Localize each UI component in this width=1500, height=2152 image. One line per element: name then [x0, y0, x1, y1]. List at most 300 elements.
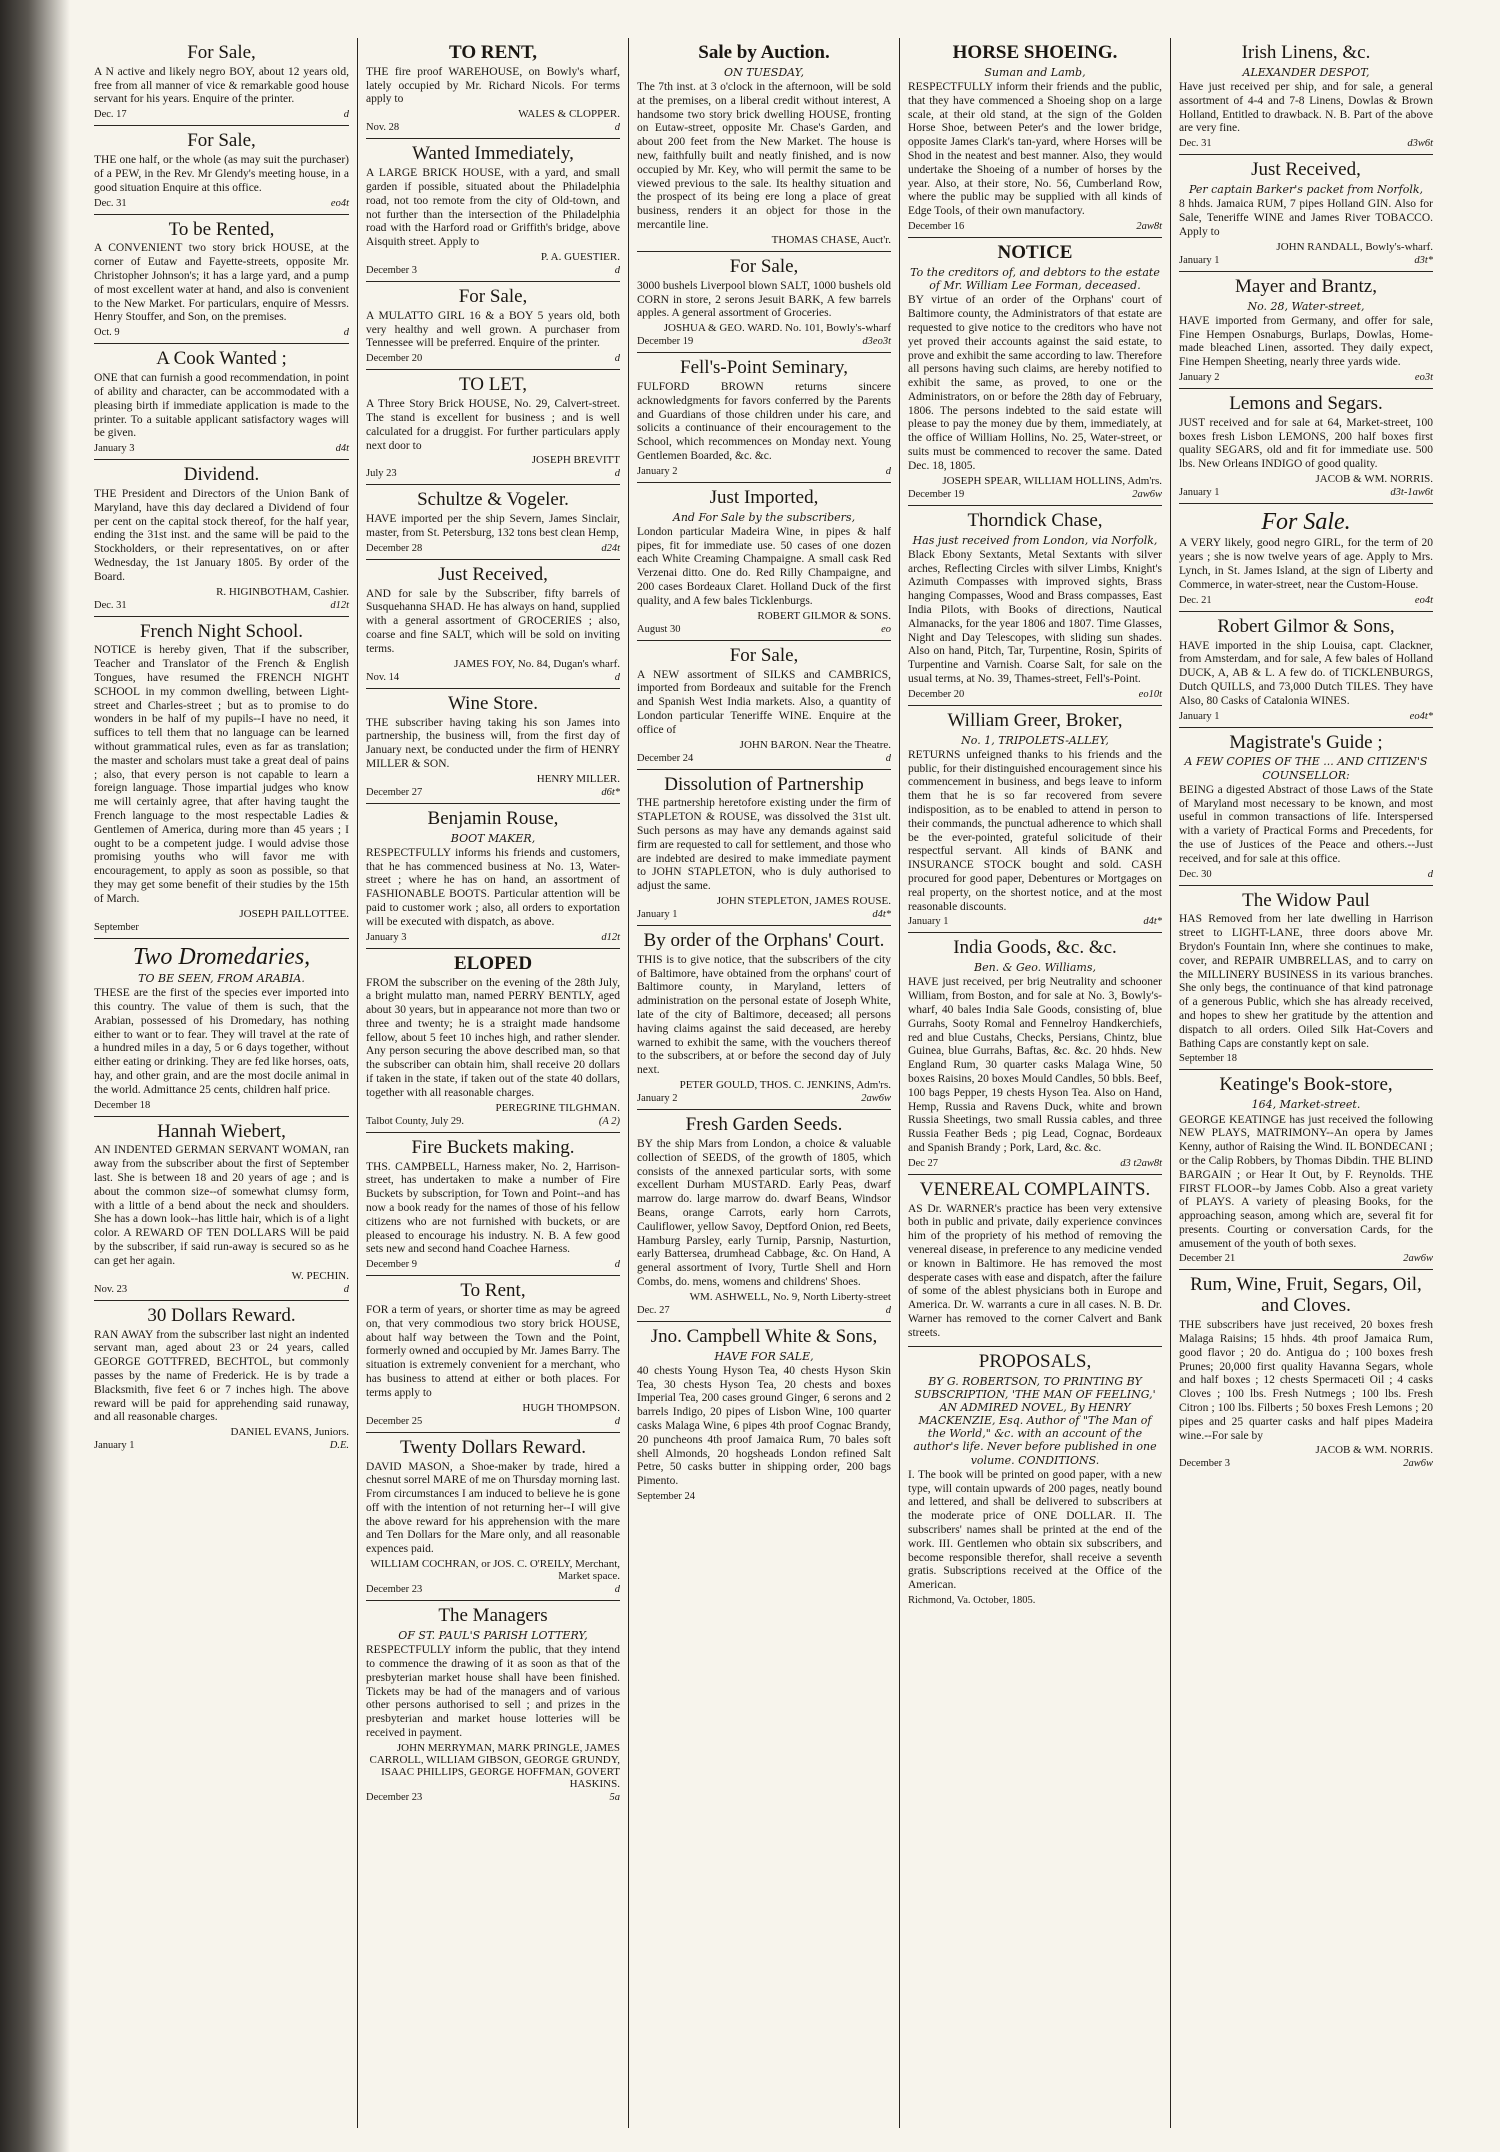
ad-insertion-mark: d12t: [330, 599, 349, 611]
ad-insertion-mark: d: [614, 353, 620, 365]
ad-insertion-mark: d3t-1aw6t: [1390, 487, 1433, 499]
ad-date: January 2: [1179, 372, 1220, 383]
ad-date: July 23: [366, 468, 397, 480]
ad-body-text: JUST received and for sale at 64, Market-street, 100 boxes fresh Lisbon LEMONS, 200 half boxes first quality SEGARS, old and fit for immediate use. 500 lbs. New Orleans INDIGO of good quality.: [1179, 416, 1433, 471]
ad-dateline: [637, 753, 891, 764]
ad-dateline: [1179, 869, 1433, 880]
advertisement: [366, 949, 620, 1133]
advertisement: [908, 933, 1162, 1174]
advertisement: [637, 483, 891, 641]
ad-dateline: [908, 221, 1162, 232]
advertisement: [94, 38, 349, 126]
ad-dateline: [1179, 487, 1433, 498]
ad-body-text: RESPECTFULLY inform their friends and the public, that they have commenced a Shoeing shop on a large scale, at their old stand, at the sign of the Golden Horse Shoe, between Peter's and the lower bridge, opposite James Clark's tan-yard, where Horses will be Shod in the neatest and best manner. Also, they would undertake the Shoeing of a number of horses by the year. Also, at their store, No. 56, Cumberland Row, where the public may be supplied with all kinds of Edge Tools, of their own manufactory.: [908, 81, 1162, 218]
ad-signature: JOSHUA & GEO. WARD. No. 101, Bowly's-wharf: [663, 322, 891, 335]
ad-body-text: THE subscriber having taking his son James into partnership, the business will, from the first day of January next, be conducted under the firm of HENRY MILLER & SON.: [366, 716, 620, 770]
ad-heading: Two Dromedaries,: [132, 943, 311, 970]
ad-body-text: THE partnership heretofore existing under the firm of STAPLETON & ROUSE, was dissolved the 31st ult. Such persons as may have any demands against said firm are requested to call for settlement, and those who are indebted are desired to make immediate payment to JOHN STAPLETON, who is duly authorised to adjust the same.: [637, 797, 891, 893]
ad-body-text: London particular Madeira Wine, in pipes & half pipes, fit for immediate use. 50 cases of one dozen each White Creaming Champaigne. A small cask Red Verzenai ditto. One do. Red Rilly Champaigne, and 200 cases Bordeaux Claret. Holland Duck of the first quality, and A few bales Ticklenburgs.: [637, 525, 891, 607]
advertisement: [637, 38, 891, 252]
ad-heading: To Rent,: [460, 1280, 526, 1302]
column-1: [86, 38, 357, 2128]
ad-heading: Thorndick Chase,: [967, 509, 1103, 531]
ad-date: Nov. 23: [94, 1283, 128, 1295]
ad-body-text: BY the ship Mars from London, a choice & valuable collection of SEEDS, of the growth of 1805, which consists of the annexed particular sorts, with some excellent Durham MUSTARD. Early Peas, dwarf marrow do. large marrow do. dwarf Beans, Windsor Beans, orange Carrots, early horn Carrots, Cauliflower, yellow Savoy, Deptford Onion, red Beets, Hamburg Parsley, early Turnip, Parsnip, Nasturtion, early Battersea, drumhead Cabbage, &c. On Hand, A general assortment of Ivory, Turtle Shell and Horn Combs, do. mens, womens and childrens' Shoes.: [637, 1137, 891, 1288]
ad-dateline: [908, 1595, 1162, 1606]
ad-signature: THOMAS CHASE, Auct'r.: [771, 233, 891, 246]
ad-heading: Irish Linens, &c.: [1241, 42, 1371, 63]
ad-date: January 1: [1179, 487, 1220, 499]
ad-signature: PETER GOULD, THOS. C. JENKINS, Adm'rs.: [679, 1079, 891, 1092]
advertisement: [94, 939, 349, 1117]
ad-heading: 30 Dollars Reward.: [147, 1304, 296, 1326]
ad-date: Oct. 9: [94, 327, 120, 339]
ad-insertion-mark: d: [885, 752, 891, 764]
ad-date: January 3: [94, 443, 135, 455]
ad-subheading: No. 28, Water-street,: [1247, 299, 1365, 313]
ad-dateline: [1179, 372, 1433, 383]
ad-insertion-mark: D.E.: [329, 1440, 349, 1452]
ad-heading: For Sale,: [187, 42, 256, 63]
ad-dateline: [1179, 255, 1433, 266]
ad-insertion-mark: d: [614, 468, 620, 480]
ad-dateline: [366, 1259, 620, 1270]
ad-insertion-mark: d3t*: [1414, 254, 1433, 266]
ad-heading: ELOPED: [453, 952, 533, 974]
ad-dateline: [366, 1792, 620, 1803]
ad-dateline: [94, 443, 349, 454]
ad-body-text: THE President and Directors of the Union Bank of Maryland, have this day declared a Dividend of four per cent on the capital stock thereof, for the half year, ending the 31st inst. and the same will be paid to the Stockholders, or their representatives, on or after Wednesday, the 1st January 1805. By order of the Board.: [94, 488, 349, 583]
ad-dateline: [366, 1416, 620, 1427]
ad-insertion-mark: eo4t*: [1409, 710, 1433, 722]
ad-dateline: [1179, 1253, 1433, 1264]
ad-insertion-mark: d24t: [601, 542, 620, 554]
ad-insertion-mark: d3 t2aw8t: [1120, 1157, 1162, 1169]
ad-body-text: DAVID MASON, a Shoe-maker by trade, hired a chesnut sorrel MARE of me on Thursday morning last. From circumstances I am induced to believe he is gone off with the intention of not returning her--I will give the above reward for his apprehension with the mare and Ten Dollars for the Mare only, and all reasonable expences paid.: [366, 1460, 620, 1556]
ad-dateline: [1179, 595, 1433, 606]
ad-subheading: To the creditors of, and debtors to the estate of Mr. William Lee Forman, deceased.: [910, 265, 1160, 293]
ad-insertion-mark: d4t: [335, 443, 349, 455]
ad-heading: VENEREAL COMPLAINTS.: [919, 1178, 1151, 1200]
ad-dateline: [1179, 138, 1433, 149]
ad-date: December 21: [1179, 1253, 1236, 1265]
ad-body-text: Black Ebony Sextants, Metal Sextants with silver arches, Reflecting Circles with silver Limbs, Knight's Azimuth Compasses with improved sights, Brass hanging Compasses, Wood and Brass compasses, East India Pilots, with Books of directions, Nautical Almanacks, for the year 1806 and 1807. Time Glasses, Night and Day Telescopes, with sliding sun shades. Also on hand, Pitch, Tar, Turpentine, Rosin, Spirits of Turpentine and Varnish. Coarse Salt, for sale on the usual terms, at No. 39, Thames-street, Fell's-Point.: [908, 548, 1162, 685]
ad-heading: Just Received,: [1251, 159, 1361, 181]
column-5: [1170, 38, 1441, 2128]
ad-dateline: [94, 1440, 349, 1451]
ad-insertion-mark: 5a: [609, 1791, 620, 1803]
advertisement: [637, 926, 891, 1110]
ad-insertion-mark: d: [1427, 868, 1433, 880]
advertisement: [1179, 1270, 1433, 1474]
ad-date: January 2: [637, 465, 678, 477]
ad-signature: JOHN STEPLETON, JAMES ROUSE.: [716, 895, 891, 907]
ad-heading: Benjamin Rouse,: [427, 807, 559, 829]
ad-dateline: [908, 489, 1162, 500]
ad-heading: Lemons and Segars.: [1229, 393, 1383, 414]
ad-dateline: [637, 336, 891, 347]
ad-heading: PROPOSALS,: [978, 1350, 1092, 1372]
advertisement: [366, 560, 620, 689]
ad-date: December 19: [908, 488, 965, 500]
ad-insertion-mark: (A 2): [598, 1115, 620, 1127]
ad-date: December 25: [366, 1415, 423, 1427]
advertisement: [1179, 728, 1433, 886]
ad-insertion-mark: eo10t: [1138, 688, 1162, 700]
ad-dateline: [94, 327, 349, 338]
ad-insertion-mark: d3eo3t: [862, 336, 891, 348]
ad-signature: R. HIGINBOTHAM, Cashier.: [216, 585, 349, 598]
ad-body-text: 8 hhds. Jamaica RUM, 7 pipes Holland GIN. Also for Sale, Teneriffe WINE and James River TOBACCO. Apply to: [1179, 198, 1433, 238]
ad-subheading: 164, Market-street.: [1251, 1098, 1361, 1112]
ad-heading: Fresh Garden Seeds.: [685, 1114, 843, 1136]
ad-signature: PEREGRINE TILGHMAN.: [495, 1101, 620, 1114]
ad-insertion-mark: d4t*: [872, 909, 891, 920]
ad-dateline: [1179, 1458, 1433, 1469]
ad-signature: HENRY MILLER.: [536, 772, 620, 785]
ad-heading: India Goods, &c. &c.: [953, 937, 1117, 959]
advertisement: [94, 617, 349, 939]
advertisement: [366, 370, 620, 485]
ad-dateline: [637, 624, 891, 635]
advertisement: [637, 1322, 891, 1507]
ad-heading: Mayer and Brantz,: [1235, 275, 1377, 297]
advertisement: [637, 1110, 891, 1322]
ad-heading: NOTICE: [997, 242, 1073, 264]
ad-dateline: [908, 1158, 1162, 1169]
ad-body-text: RESPECTFULLY informs his friends and customers, that he has commenced business at No. 13, Water-street ; where he has on hand, an assortment of FASHIONABLE BOOTS. Particular attention will be paid to customer work ; also, all orders to exportation will be executed with dispatch, as above.: [366, 846, 620, 928]
advertisement: [1179, 272, 1433, 389]
ad-body-text: AS Dr. WARNER's practice has been very extensive both in public and private, daily experience convinces him of the propriety of his method of removing the venereal disease, in preference to any medicine vended or known in Baltimore. He has removed the most desperate cases with ease and dispatch, after the failure of some of the ablest physicians both in Europe and America. Dr. W. warrants a cure in all cases. N. B. Dr. Warner has removed to the corner Calvert and Bank streets.: [908, 1202, 1162, 1339]
ad-heading: For Sale,: [187, 130, 256, 152]
ad-body-text: A N active and likely negro BOY, about 12 years old, free from all manner of vice & remarkable good house servant for his years. Enquire of the printer.: [94, 65, 349, 106]
ad-subheading: And For Sale by the subscribers,: [672, 510, 856, 524]
ad-dateline: [637, 466, 891, 477]
ad-signature: JOSEPH BREVITT: [531, 454, 620, 467]
ad-body-text: FULFORD BROWN returns sincere acknowledgments for favors conferred by the Parents and Guardians of those children under his care, and solicits a continuance of their encouragement to the School, which recommences on Monday next. Young Gentlemen Boarded, &c. &c.: [637, 381, 891, 462]
ad-heading: Schultze & Vogeler.: [417, 489, 569, 511]
advertisement: [366, 1433, 620, 1601]
ad-date: December 27: [366, 786, 423, 798]
ad-date: December 28: [366, 542, 423, 554]
advertisement: [908, 238, 1162, 506]
ad-heading: Sale by Auction.: [698, 42, 830, 63]
advertisement: [366, 804, 620, 949]
ad-dateline: [366, 1116, 620, 1127]
ad-heading: Keatinge's Book-store,: [1219, 1074, 1393, 1096]
ad-insertion-mark: eo4t: [330, 197, 349, 209]
ad-signature: P. A. GUESTIER.: [540, 250, 620, 263]
ad-body-text: HAVE just received, per brig Neutrality and schooner William, from Boston, and for sale at No. 3, Bowly's-wharf, 40 bales India Sale Goods, consisting of, blue Gurrahs, Sooty Romal and Fennelroy Handkerchiefs, red and blue Custahs, Checks, Persians, Chintz, blue Guinea, blue Gurrahs, Baftas, &c. &c. 20 hhds. New England Rum, 30 quarter casks Malaga Wine, 50 boxes Raisins, 20 boxes Mould Candles, 50 bbls. Beef, 100 bags Pepper, 19 chests Hyson Tea. Also on Hand, Hemp, Russia and Ravens Duck, white and brown Russia Sheetings, two small Russia cables, and three Russia Feather Beds ; pig Lead, Cognac, Bordeaux and Spanish Brandy ; Pork, Lard, &c. &c.: [908, 976, 1162, 1154]
ad-insertion-mark: d4t*: [1143, 916, 1162, 928]
ad-body-text: BEING a digested Abstract of those Laws of the State of Maryland most necessary to be known, and most useful in common transactions of life. Interspersed with a variety of Practical Forms and Precedents, for the use of Justices of the Peace and others.--Just received, and for sale at this office.: [1179, 783, 1433, 865]
ad-date: September 18: [1179, 1053, 1238, 1065]
advertisement: [1179, 504, 1433, 612]
ad-subheading: A FEW COPIES OF THE ... AND CITIZEN'S COUNSELLOR:: [1184, 755, 1428, 782]
ad-signature: JACOB & WM. NORRIS.: [1315, 473, 1433, 486]
ad-body-text: I. The book will be printed on good paper, with a new type, will contain upwards of 200 pages, neatly bound and lettered, and shall be delivered to subscribers at the moderate price of ONE DOLLAR. II. The subscribers' names shall be printed at the end of the work. III. Gentlemen who obtain six subscribers, and become responsible therefor, shall receive a seventh gratis. Subscriptions received at the Office of the American.: [908, 1468, 1162, 1592]
ad-subheading: OF ST. PAUL'S PARISH LOTTERY,: [398, 1628, 588, 1642]
ad-signature: W. PECHIN.: [291, 1269, 349, 1282]
ad-dateline: [366, 1584, 620, 1595]
ad-body-text: THIS is to give notice, that the subscribers of the city of Baltimore, have obtained from the orphans' court of Baltimore county, in Maryland, letters of administration on the personal estate of Joseph White, late of the city of Baltimore, deceased; all persons having claims against the said deceased, are hereby warned to exhibit the same, with the vouchers thereof to the subscribers, at or before the second day of July next.: [637, 953, 891, 1077]
ad-body-text: FROM the subscriber on the evening of the 28th July, a bright mulatto man, named PERRY BENTLY, aged about 30 years, but in appearance not more than two or three and twenty; he is a straight made handsome fellow, about 5 feet 10 inches high, and rather slender. Any person securing the above described man, so that the subscriber can obtain him, shall receive 20 dollars if taken in the state, if taken out of the state 40 dollars, together with all reasonable charges.: [366, 976, 620, 1099]
advertisement: [94, 126, 349, 214]
ad-body-text: RAN AWAY from the subscriber last night an indented servant man, aged about 23 or 24 years, called GEORGE GOTTFRED, BECHTOL, but commonly passes by the name of Frederick. He is by trade a Blacksmith, five feet 6 or 7 inches high. The above reward will be paid for apprehending said runaway, and all reasonable charges.: [94, 1328, 349, 1424]
ad-date: Dec. 31: [1179, 138, 1212, 150]
ad-signature: JAMES FOY, No. 84, Dugan's wharf.: [454, 657, 620, 670]
ad-heading: Dividend.: [183, 464, 260, 486]
ad-heading: Wanted Immediately,: [412, 143, 574, 165]
ad-heading: Hannah Wiebert,: [157, 1120, 286, 1142]
ad-signature: JOSEPH SPEAR, WILLIAM HOLLINS, Adm'rs.: [942, 474, 1162, 487]
ad-heading: William Greer, Broker,: [947, 709, 1123, 731]
advertisement: [637, 353, 891, 483]
ad-insertion-mark: d3w6t: [1407, 138, 1433, 150]
ad-insertion-mark: d: [614, 122, 620, 134]
ad-date: January 3: [366, 931, 407, 943]
advertisement: [908, 1347, 1162, 1611]
ad-subheading: Has just received from London, via Norfolk,: [912, 533, 1158, 547]
advertisement: [366, 139, 620, 282]
ad-dateline: [94, 600, 349, 611]
advertisement: [908, 706, 1162, 934]
ad-subheading: Suman and Lamb,: [984, 65, 1086, 79]
ad-heading: Wine Store.: [448, 692, 538, 714]
ad-signature: JOHN MERRYMAN, MARK PRINGLE, JAMES CARROLL, WILLIAM GIBSON, GEORGE GRUNDY, ISAAC PHILLIPS, GEORGE HOFFMAN, GOVERT HASKINS.: [369, 1741, 620, 1790]
ad-date: December 18: [94, 1099, 151, 1111]
advertisement: [908, 1175, 1162, 1347]
ad-date: December 3: [366, 264, 418, 276]
advertisement: [94, 1117, 349, 1301]
ad-date: January 1: [1179, 254, 1220, 266]
ad-body-text: A Three Story Brick HOUSE, No. 29, Calvert-street. The stand is excellent for business ; and is well calculated for a druggist. For further particulars apply next door to: [366, 398, 620, 452]
ad-dateline: [637, 1305, 891, 1316]
advertisement: [1179, 155, 1433, 271]
ad-date: December 20: [366, 353, 423, 365]
ad-dateline: [94, 1100, 349, 1111]
ad-signature: ROBERT GILMOR & SONS.: [757, 609, 891, 622]
ad-heading: For Sale,: [729, 644, 799, 666]
ad-insertion-mark: d: [343, 1283, 349, 1295]
ad-insertion-mark: d6t*: [601, 786, 620, 798]
ad-heading: Just Received,: [438, 563, 548, 585]
ad-heading: To be Rented,: [168, 218, 275, 240]
ad-insertion-mark: d: [343, 109, 349, 121]
ad-heading: The Managers: [438, 1605, 548, 1627]
advertisement: [94, 1301, 349, 1456]
ad-body-text: HAVE imported from Germany, and offer for sale, Fine Hempen Osnaburgs, Burlaps, Dowlas, Home-made bleached Linen, assorted. They daily expect, Fine Hempen Sheeting, nearly three yards wide.: [1179, 314, 1433, 369]
ad-date: Dec. 17: [94, 109, 127, 121]
advertisement: [366, 282, 620, 370]
advertisement: [1179, 886, 1433, 1071]
ad-subheading: ON TUESDAY,: [724, 65, 804, 79]
ad-body-text: RETURNS unfeigned thanks to his friends and the public, for their distinguished encouragement since his commencement in business, and begs leave to inform them that he is so far recovered from severe indisposition, as to be enabled to attend in person to their commands, the punctual adherence to which shall be the ever-pointed, grateful solicitude of their respectful servant. All kinds of BANK and INSURANCE STOCK bought and sold. CASH procured for good paper, Debentures or Mortgages on real property, on the shortest notice, and at the most reasonable discounts.: [908, 748, 1162, 913]
advertisement: [637, 770, 891, 926]
ad-heading: Jno. Campbell White & Sons,: [650, 1325, 878, 1347]
advertisement: [1179, 1070, 1433, 1270]
advertisement: [366, 689, 620, 804]
ad-insertion-mark: d: [614, 264, 620, 276]
ad-date: Dec. 27: [637, 1304, 670, 1316]
ad-body-text: HAVE imported in the ship Louisa, capt. Clackner, from Amsterdam, and for sale, A few bales of Holland DUCK, A, AB & L. A few do. of TICKLENBURGS, Dutch QUILLS, and 73,000 Dutch TILES. They have Also, 80 Casks of Catalonia WINES.: [1179, 639, 1433, 707]
advertisement: [94, 460, 349, 616]
ad-date: September 24: [637, 1490, 696, 1502]
ad-heading: TO LET,: [459, 374, 527, 396]
ad-heading: Fell's-Point Seminary,: [680, 357, 848, 379]
ad-insertion-mark: d: [614, 1584, 620, 1596]
ad-insertion-mark: 2aw6w: [1132, 488, 1162, 500]
page-edge-shadow: [0, 0, 70, 2152]
ad-date: January 1: [908, 916, 949, 928]
ad-date: December 19: [637, 336, 694, 348]
ad-dateline: [94, 1284, 349, 1295]
ad-body-text: GEORGE KEATINGE has just received the following NEW PLAYS, MATRIMONY--An opera by James Kenny, author of Raising the Wind. IL BONDECANI ; or the Calip Robbers, by Thomas Dibdin. THE BLIND BARGAIN ; or Hear It Out, by F. Reynolds. THE FIRST FLOOR--by James Cobb. Also a great variety of PLAYS. A variety of pleasing Books, for the approaching season, among which are, several fit for presents. Courting or conversation Cards, for the amusement of the youth of both sexes.: [1179, 1113, 1433, 1250]
advertisement: [366, 38, 620, 139]
ad-body-text: 40 chests Young Hyson Tea, 40 chests Hyson Skin Tea, 30 chests Hyson Tea, 20 chests and boxes Imperial Tea, 200 cases ground Ginger, 6 serons and 2 barrels Indigo, 20 pipes of Lisbon Wine, 100 quarter casks Malaga Wine, 6 pipes 4th proof Cognac Brandy, 20 puncheons 4th proof Jamaica Rum, 70 bales soft shell Almonds, 20 hogsheads London refined Salt Petre, 50 casks butter in shipping order, 200 bags Pimento.: [637, 1364, 891, 1488]
ad-subheading: HAVE FOR SALE,: [714, 1349, 814, 1363]
ad-insertion-mark: d: [614, 671, 620, 683]
ad-date: December 24: [637, 752, 694, 764]
ad-dateline: [366, 122, 620, 133]
ad-dateline: [366, 543, 620, 554]
advertisement: [908, 506, 1162, 706]
ad-insertion-mark: 2aw6w: [1403, 1458, 1433, 1470]
ad-insertion-mark: eo3t: [1414, 372, 1433, 383]
ad-dateline: [908, 916, 1162, 927]
ad-body-text: A CONVENIENT two story brick HOUSE, at the corner of Eutaw and Fayette-streets, opposite Mr. Christopher Johnson's; it has a large yard, and a pump of most excellent water at hand, and also is convenient to the New Market. For particulars, enquire of Messrs. Henry Stouffer, and Son, on the premises.: [94, 242, 349, 324]
ad-signature: WM. ASHWELL, No. 9, North Liberty-street: [689, 1290, 891, 1303]
ad-heading: Rum, Wine, Fruit, Segars, Oil, and Cloves.: [1190, 1274, 1422, 1317]
ad-dateline: [366, 265, 620, 276]
ad-dateline: [366, 468, 620, 479]
ad-subheading: TO BE SEEN, FROM ARABIA.: [138, 972, 305, 985]
ad-insertion-mark: d: [885, 1304, 891, 1316]
ad-date: January 1: [637, 909, 678, 920]
ad-date: Dec. 31: [94, 197, 127, 209]
ad-heading: Robert Gilmor & Sons,: [1217, 615, 1395, 637]
ad-body-text: AND for sale by the Subscriber, fifty barrels of Susquehanna SHAD. He has always on hand, supplied with a general assortment of GROCERIES ; also, coarse and fine SALT, which will be sold on inviting terms.: [366, 587, 620, 655]
ad-body-text: HAS Removed from her late dwelling in Harrison street to LIGHT-LANE, three doors above Mr. Brydon's Fountain Inn, where she continues to make, cover, and REPAIR UMBRELLAS, and to carry on the MILLINERY BUSINESS in its various branches. She only begs, the continuance of that kind patronage of a generous Public, which she has already received, and hopes to shew her gratitude by the attention and dispatch to all orders. Oiled Silk Hat-Covers and Bathing Caps are constantly kept on sale.: [1179, 913, 1433, 1050]
ad-body-text: ONE that can furnish a good recommendation, in point of ability and character, can be accommodated with a pleasing birth if immediate application is made to the printer. To a suitable applicant satisfactory wages will be given.: [94, 372, 349, 440]
ad-insertion-mark: d: [614, 1259, 620, 1271]
advertisement: [1179, 389, 1433, 504]
ad-signature: JOHN BARON. Near the Theatre.: [739, 738, 891, 751]
ad-dateline: [94, 198, 349, 209]
ad-insertion-mark: d: [614, 1415, 620, 1427]
ad-heading: By order of the Orphans' Court.: [643, 930, 885, 951]
ad-date: December 20: [908, 688, 965, 700]
ad-heading: A Cook Wanted ;: [156, 348, 287, 370]
ad-date: December 3: [1179, 1458, 1231, 1470]
ad-dateline: [637, 1093, 891, 1104]
ad-date: January 2: [637, 1093, 678, 1105]
ad-signature: JOSEPH PAILLOTTEE.: [239, 907, 349, 920]
ad-date: Nov. 14: [366, 671, 400, 683]
ad-heading: Just Imported,: [709, 486, 819, 508]
ad-date: Dec. 21: [1179, 594, 1212, 606]
ad-date: December 23: [366, 1584, 423, 1596]
ad-date: January 1: [1179, 710, 1220, 722]
ad-dateline: [1179, 711, 1433, 722]
ad-insertion-mark: 2aw6w: [861, 1093, 891, 1105]
ad-body-text: Have just received per ship, and for sale, a general assortment of 4-4 and 7-8 Linens, Dowlas & Brown Holland, Entitled to drawback. N. B. Part of the above are very fine.: [1179, 81, 1433, 135]
ad-dateline: [1179, 1053, 1433, 1064]
advertisement: [1179, 612, 1433, 728]
ad-heading: The Widow Paul: [1242, 889, 1370, 911]
ad-insertion-mark: d: [343, 327, 349, 339]
ad-date: December 9: [366, 1259, 418, 1271]
ad-body-text: AN INDENTED GERMAN SERVANT WOMAN, ran away from the subscriber about the first of September last. She is between 18 and 20 years of age ; and is about the common size--of somewhat clumsy form, with a little of a bend about the neck and shoulders. She has a down look--has little hair, which is of a light color. A REWARD OF TEN DOLLARS Will be paid by the subscriber, if said run-away is secured so as he can get her again.: [94, 1144, 349, 1267]
ad-insertion-mark: d: [885, 465, 891, 477]
ad-dateline: [366, 672, 620, 683]
ad-body-text: The 7th inst. at 3 o'clock in the afternoon, will be sold at the premises, on a liberal credit without interest, A handsome two story brick dwelling HOUSE, fronting on Eutaw-street, opposite Mr. Chase's Garden, and about 200 feet from the New Market. The house is new, faithfully built and neatly finished, and is now occupied by Mr. Key, who will permit the same to be viewed previous to the sale. Its healthy situation and the prospect of its being ere long a place of great business, renders it an object for those in the mercantile line.: [637, 81, 891, 232]
ad-body-text: THS. CAMPBELL, Harness maker, No. 2, Harrison-street, has undertaken to make a number of Fire Buckets by subscription, for Town and Point--and has now a book ready for the names of those of his fellow citizens who are not furnished with buckets, or are pleased to encourage his industry. N. B. A few good sets new and second hand Coachee Harness.: [366, 1160, 620, 1256]
ad-body-text: RESPECTFULLY inform the public, that they intend to commence the drawing of it as soon as that of the presbyterian market house shall have been finished. Tickets may be had of the managers and of various other persons authorised to sell ; and prizes in the presbyterian and market house lotteries will be received in payment.: [366, 1644, 620, 1739]
column-4: [899, 38, 1170, 2128]
column-2: [357, 38, 628, 2128]
ad-insertion-mark: eo4t: [1414, 594, 1433, 606]
ad-body-text: FOR a term of years, or shorter time as may be agreed on, that very commodious two story brick HOUSE, about half way between the Town and the Point, formerly owned and occupied by Mr. James Barry. The situation is extremely convenient for a merchant, who has business to attend at either or both places. For terms apply to: [366, 1304, 620, 1399]
advertisement: [366, 1133, 620, 1276]
ad-heading: TO RENT,: [449, 42, 537, 63]
ad-insertion-mark: 2aw6w: [1403, 1253, 1433, 1265]
ad-date: December 16: [908, 221, 965, 233]
ad-date: December 23: [366, 1791, 423, 1803]
ad-heading: French Night School.: [139, 620, 304, 642]
ad-date: August 30: [637, 623, 681, 635]
ad-signature: JOHN RANDALL, Bowly's-wharf.: [1276, 240, 1433, 253]
ad-insertion-mark: eo: [881, 623, 891, 635]
ad-signature: HUGH THOMPSON.: [522, 1401, 620, 1414]
advertisement: [366, 1276, 620, 1432]
ad-heading: For Sale,: [458, 285, 528, 307]
ad-heading: Twenty Dollars Reward.: [400, 1436, 586, 1458]
ad-date: September: [94, 921, 139, 933]
ad-signature: WILLIAM COCHRAN, or JOS. C. O'REILY, Merchant, Market space.: [370, 1558, 620, 1583]
ad-subheading: BY G. ROBERTSON, TO PRINTING BY SUBSCRIPTION, 'THE MAN OF FEELING,' AN ADMIRED NOVEL, By HENRY MACKENZIE, Esq. Author of "The Man of the World," &c. with an account of the author's life. Never before published in one volume. CONDITIONS.: [913, 1374, 1157, 1467]
advertisement: [94, 215, 349, 345]
ad-insertion-mark: d12t: [601, 931, 620, 943]
ad-subheading: No. 1, TRIPOLETS-ALLEY,: [961, 733, 1109, 747]
ad-heading: Magistrate's Guide ;: [1229, 731, 1383, 753]
ad-subheading: BOOT MAKER,: [450, 831, 536, 845]
ad-dateline: [366, 353, 620, 364]
ad-body-text: BY virtue of an order of the Orphans' court of Baltimore county, the Administrators of that estate are requested to give notice to the creditors who have not yet proved their accounts against the said estate, to prove and exhibit the same according to law. Therefore all persons having such claims, are hereby notified to exhibit the same, as proved, to one or the Administrators, on or before the 28th day of February, 1806. The persons indebted to the said estate will please to pay the money due by them, immediately, at the office of William Hollins, No. 25, Water-street, or suits must be commenced to recover the same. Dated Dec. 18, 1805.: [908, 294, 1162, 472]
ad-body-text: HAVE imported per the ship Severn, James Sinclair, master, from St. Petersburg, 132 tons best clean Hemp,: [366, 513, 620, 539]
ad-body-text: THE subscribers have just received, 20 boxes fresh Malaga Raisins; 15 hhds. 4th proof Jamaica Rum, good flavor ; 20 do. Antigua do ; 100 boxes fresh Prunes; 20,000 first quality Havanna Segars, whole and half boxes ; 12 chests Spermaceti Oil ; 4 casks Cloves ; 100 lbs. Fresh Nutmegs ; 100 lbs. Fresh Citron ; 100 lbs. Filberts ; 50 boxes Fresh Lemons ; 20 pipes and 25 quarter casks and half pipes Madeira wine.--For sale by: [1179, 1319, 1433, 1442]
ad-dateline: [94, 922, 349, 933]
ad-body-text: 3000 bushels Liverpool blown SALT, 1000 bushels old CORN in store, 2 serons Jesuit BARK, A few barrels apples. A general assortment of Groceries.: [637, 279, 891, 320]
advertisement: [94, 344, 349, 460]
ad-date: Dec 27: [908, 1157, 939, 1169]
ad-body-text: A LARGE BRICK HOUSE, with a yard, and small garden if possible, situated about the Philadelphia road, not too remote from the city of Old-town, and not further than the intersection of the Philadelphia road with the Harford road or Griffith's bridge, above Aisquith street. Apply to: [366, 167, 620, 249]
column-3: [628, 38, 899, 2128]
ad-body-text: THE fire proof WAREHOUSE, on Bowly's wharf, lately occupied by Mr. Richard Nicols. For terms apply to: [366, 65, 620, 106]
advertisement: [366, 1601, 620, 1808]
advertisement: [637, 641, 891, 770]
ad-date: Nov. 28: [366, 122, 400, 134]
ad-heading: For Sale,: [729, 255, 799, 277]
ad-date: Talbot County, July 29.: [366, 1115, 465, 1127]
ad-dateline: [637, 909, 891, 920]
ad-heading: Fire Buckets making.: [411, 1136, 575, 1158]
ad-date: Dec. 30: [1179, 868, 1212, 880]
ad-signature: DANIEL EVANS, Juniors.: [230, 1426, 349, 1439]
ad-signature: JACOB & WM. NORRIS.: [1315, 1444, 1433, 1457]
ad-body-text: A NEW assortment of SILKS and CAMBRICS, imported from Bordeaux and suitable for the French and Spanish West India markets. Also, a quantity of London particular Teneriffe WINE. Enquire at the office of: [637, 668, 891, 736]
ad-body-text: THESE are the first of the species ever imported into this country. The value of them is such, that the Arabian, possessed of his Dromedary, has nothing either to want or to fear. They will travel at the rate of a hundred miles in a day, 5 or 6 days together, without either eating or drinking. They are fed like horses, oats, hay, and other grain, and are the most docile animal in the world. Admittance 25 cents, children half price.: [94, 987, 349, 1096]
